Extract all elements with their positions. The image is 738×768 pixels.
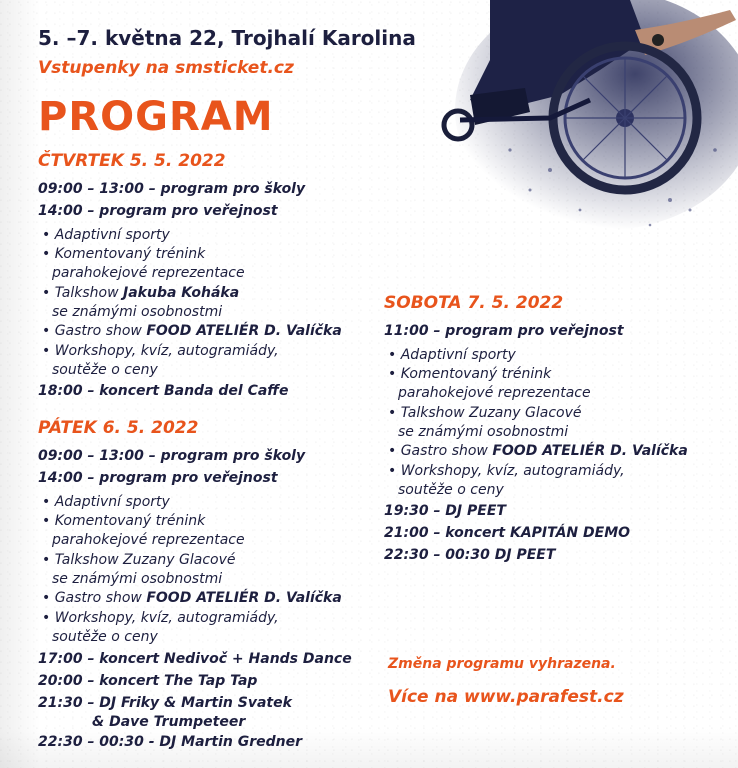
saturday-slot-dj-2: 22:30 – 00:30 DJ PEET — [384, 547, 556, 563]
program-title: PROGRAM — [38, 94, 274, 140]
tickets-info: Vstupenky na smsticket.cz — [38, 58, 294, 78]
saturday-gastro-label: • Gastro show — [388, 443, 488, 459]
friday-item-workshops-cont: soutěže o ceny — [52, 629, 158, 645]
thursday-item-gastro — [42, 322, 342, 341]
friday-slot-dj-2: 22:30 – 00:30 - DJ Martin Gredner — [38, 734, 303, 750]
saturday-item-training: • Komentovaný trénink — [388, 366, 552, 382]
thursday-item-workshops: • Workshopy, kvíz, autogramiády, — [42, 343, 279, 359]
friday-slot-concert-1: 17:00 – koncert Nedivoč + Hands Dance — [38, 651, 352, 667]
friday-item-talkshow: • Talkshow Zuzany Glacové — [42, 552, 236, 568]
thursday-gastro-label: • Gastro show — [42, 323, 142, 339]
friday-gastro-label: • Gastro show — [42, 590, 142, 606]
saturday-slot-concert: 21:00 – koncert KAPITÁN DEMO — [384, 525, 631, 541]
thursday-item-workshops-cont: soutěže o ceny — [52, 362, 158, 378]
saturday-item-talkshow-cont: se známými osobnostmi — [398, 424, 569, 440]
thursday-slot-public: 14:00 – program pro veřejnost — [38, 203, 278, 219]
friday-item-adaptive-sports: • Adaptivní sporty — [42, 494, 170, 510]
website-link[interactable]: www.parafest.cz — [464, 687, 624, 707]
friday-item-talkshow-cont: se známými osobnostmi — [52, 571, 223, 587]
friday-item-training-cont: parahokejové reprezentace — [52, 532, 245, 548]
friday-heading: PÁTEK 6. 5. 2022 — [38, 418, 199, 438]
friday-item-training: • Komentovaný trénink — [42, 513, 206, 529]
thursday-slot-concert: 18:00 – koncert Banda del Caffe — [38, 383, 289, 399]
thursday-talkshow-label: • Talkshow — [42, 285, 119, 301]
friday-slot-dj-1-cont: & Dave Trumpeteer — [92, 714, 246, 730]
thursday-heading: ČTVRTEK 5. 5. 2022 — [38, 151, 226, 171]
friday-item-workshops: • Workshopy, kvíz, autogramiády, — [42, 610, 279, 626]
thursday-gastro-name: FOOD ATELIÉR D. Valíčka — [146, 323, 342, 339]
thursday-item-talkshow — [42, 284, 239, 303]
friday-slot-dj-1: 21:30 – DJ Friky & Martin Svatek — [38, 695, 292, 711]
saturday-item-talkshow: • Talkshow Zuzany Glacové — [388, 405, 582, 421]
friday-slot-public: 14:00 – program pro veřejnost — [38, 470, 278, 486]
friday-item-gastro — [42, 589, 342, 608]
saturday-slot-dj-1: 19:30 – DJ PEET — [384, 503, 506, 519]
thursday-item-talkshow-cont: se známými osobnostmi — [52, 304, 223, 320]
saturday-item-workshops-cont: soutěže o ceny — [398, 482, 504, 498]
friday-slot-concert-2: 20:00 – koncert The Tap Tap — [38, 673, 258, 689]
more-info-prefix: Více na — [388, 687, 459, 707]
wheelchair-athlete-illustration — [430, 0, 738, 240]
saturday-heading: SOBOTA 7. 5. 2022 — [384, 293, 564, 313]
friday-gastro-name: FOOD ATELIÉR D. Valíčka — [146, 590, 342, 606]
friday-slot-schools: 09:00 – 13:00 – program pro školy — [38, 448, 306, 464]
saturday-item-training-cont: parahokejové reprezentace — [398, 385, 591, 401]
saturday-slot-public: 11:00 – program pro veřejnost — [384, 323, 624, 339]
thursday-talkshow-guest: Jakuba Koháka — [123, 285, 240, 301]
program-change-notice: Změna programu vyhrazena. — [388, 656, 616, 672]
thursday-item-training-cont: parahokejové reprezentace — [52, 265, 245, 281]
more-info — [388, 687, 624, 707]
thursday-item-adaptive-sports: • Adaptivní sporty — [42, 227, 170, 243]
event-dates: 5. –7. května 22, Trojhalí Karolina — [38, 26, 416, 50]
saturday-item-gastro — [388, 442, 688, 461]
left-grunge-edge — [0, 0, 40, 768]
saturday-item-adaptive-sports: • Adaptivní sporty — [388, 347, 516, 363]
saturday-item-workshops: • Workshopy, kvíz, autogramiády, — [388, 463, 625, 479]
saturday-gastro-name: FOOD ATELIÉR D. Valíčka — [492, 443, 688, 459]
thursday-slot-schools: 09:00 – 13:00 – program pro školy — [38, 181, 306, 197]
thursday-item-training: • Komentovaný trénink — [42, 246, 206, 262]
